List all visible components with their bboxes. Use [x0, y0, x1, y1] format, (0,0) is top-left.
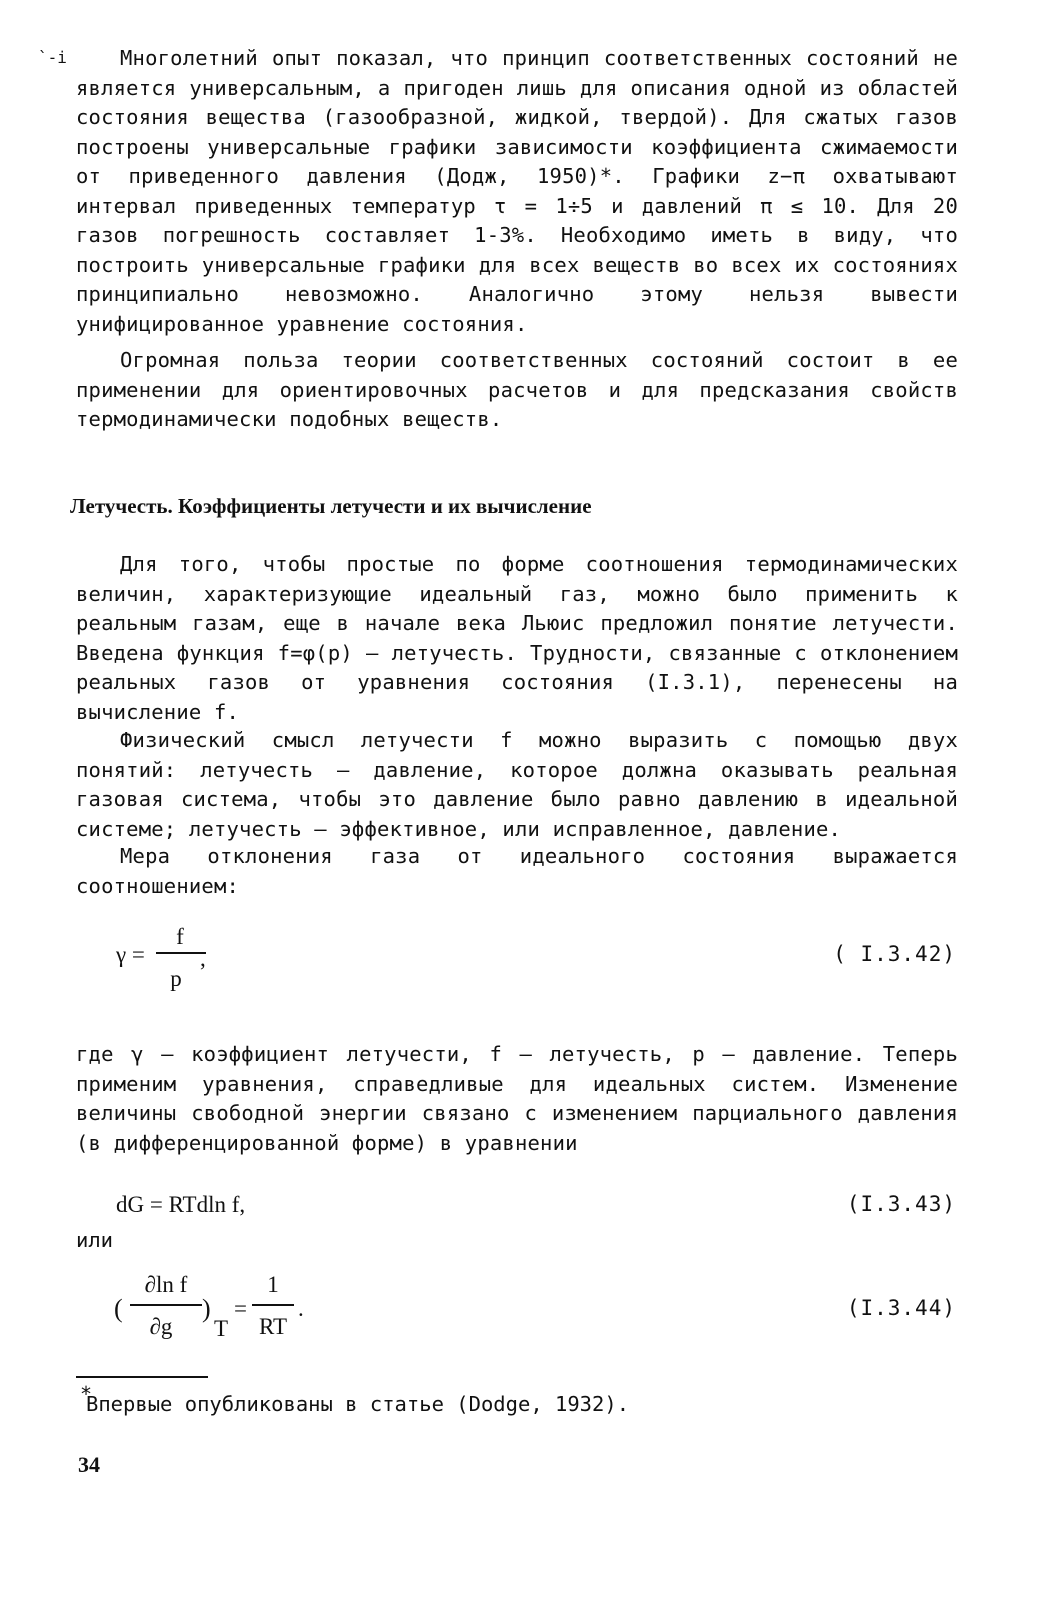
eq44-numerator: ∂ln f	[144, 1272, 188, 1297]
margin-mark: `-і	[38, 48, 67, 67]
footnote-rule	[76, 1376, 208, 1378]
eq44-close-paren: )	[202, 1294, 211, 1323]
section-heading: Летучесть. Коэффициенты летучести и их вычисление	[70, 494, 592, 518]
eq43-number: (I.3.43)	[846, 1192, 956, 1216]
eq42-lhs: γ =	[116, 942, 145, 967]
eq44-rhs-numerator: 1	[267, 1272, 279, 1297]
footnote-text: Впервые опубликованы в статье (Dodge, 1932).	[86, 1392, 630, 1416]
paragraph-correspondence-states: Многолетний опыт показал, что принцип соответственных состояний не является универсальным, а пригоден лишь для описания одной из областей состояния вещества (газообразной, жидкой, твердой). Для сжатых газов построены универсальные графики зависимости коэффициента сжимаемости от приведенного давления (Додж, 1950)*. Графики z−π охватывают интервал приведенных температур τ = 1÷5 и давлений π ≤ 10. Для 20 газов погрешность составляет 1-3%. Необходимо иметь в виду, что построить универсальные графики для всех веществ во всех их состояниях принципиально невозможно. Аналогично этому нельзя вывести унифицированное уравнение состояния.	[76, 46, 958, 336]
paragraph-after-eq42: где γ – коэффициент летучести, f – летучесть, p – давление. Теперь применим уравнения, справедливые для идеальных систем. Изменение величины свободной энергии связано с изменением парциального давления (в дифференцированной форме) в уравнении	[76, 1042, 958, 1155]
eq44-rhs-denominator: RT	[258, 1314, 287, 1339]
eq42-fraction-bar	[156, 952, 206, 954]
eq44-open-paren: (	[114, 1294, 123, 1323]
eq44-number: (I.3.44)	[846, 1296, 956, 1320]
paragraph-theory-benefit: Огромная польза теории соответственных состояний состоит в ее применении для ориентировочных расчетов и для предсказания свойств термодинамически подобных веществ.	[76, 348, 958, 431]
paragraph-physical-meaning: Физический смысл летучести f можно выразить с помощью двух понятий: летучесть – давление, которое должна оказывать реальная газовая система, чтобы это давление было равно давлению в идеальной системе; летучесть – эффективное, или исправленное, давление.	[76, 728, 958, 841]
eq42-numerator: f	[176, 924, 184, 949]
eq44-fraction-bar	[130, 1304, 202, 1306]
or-word: или	[76, 1228, 114, 1252]
eq42-trail: ,	[200, 946, 206, 971]
eq44-rhs-fraction-bar	[252, 1304, 294, 1306]
paragraph-fugacity-intro: Для того, чтобы простые по форме соотношения термодинамических величин, характеризующие идеальный газ, можно было применить к реальным газам, еще в начале века Льюис предложил понятие летучести. Введена функция f=φ(p) – летучесть. Трудности, связанные с отклонением реальных газов от уравнения состояния (I.3.1), перенесены на вычисление f.	[76, 552, 958, 724]
footnote-marker: *	[80, 1382, 93, 1406]
eq44-subscript: T	[214, 1316, 229, 1341]
paragraph-deviation-measure: Мера отклонения газа от идеального состояния выражается соотношением:	[76, 844, 958, 898]
eq42-denominator: p	[170, 966, 182, 991]
eq43-text: dG = RTdln f,	[116, 1192, 246, 1217]
eq44-trail: .	[298, 1296, 304, 1321]
page-number: 34	[78, 1452, 100, 1477]
eq42-number: ( I.3.42)	[833, 942, 956, 966]
eq44-denominator: ∂g	[149, 1314, 173, 1339]
eq44-equals: =	[234, 1296, 247, 1321]
footnote	[80, 1382, 630, 1416]
